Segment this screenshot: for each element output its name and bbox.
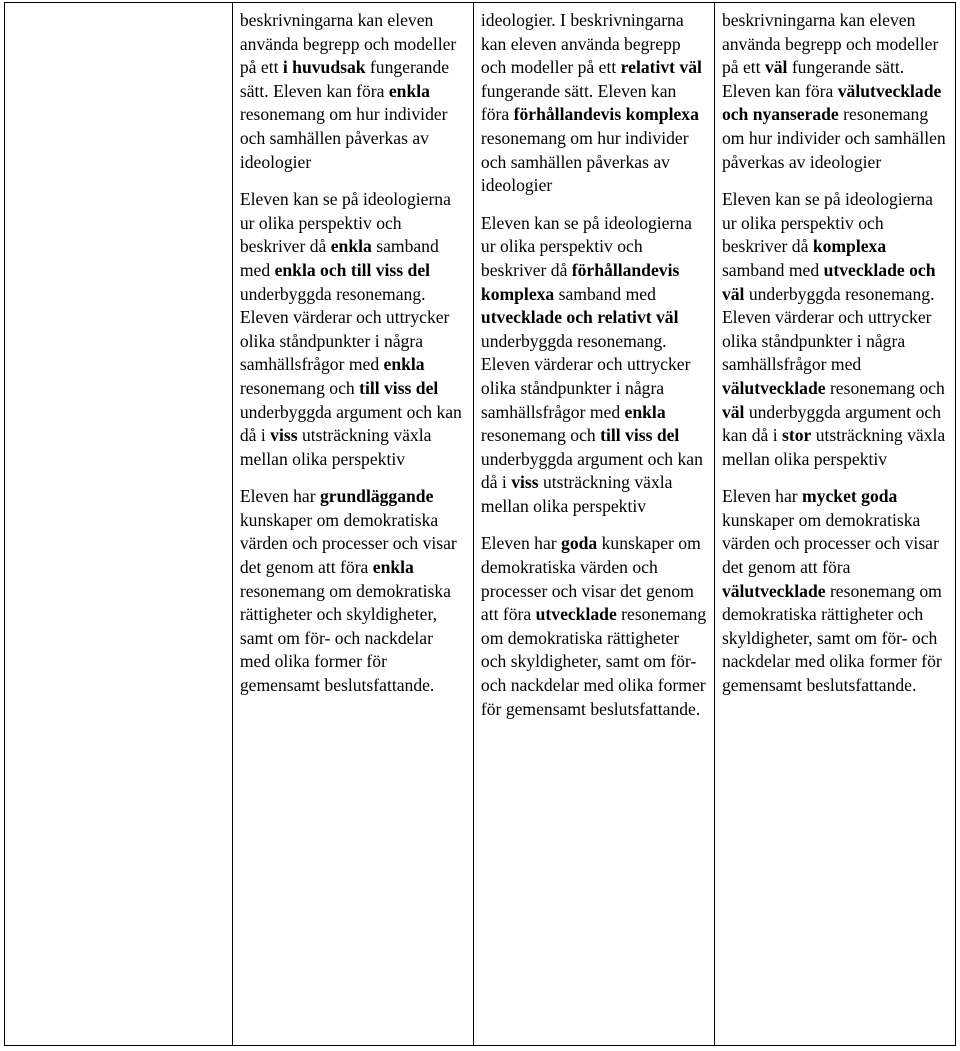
emphasized-text: välutvecklade och nyanserade <box>721 80 942 125</box>
emphasized-text: enkla <box>330 236 372 257</box>
text-run: fungerande sätt. Eleven kan föra <box>721 57 905 101</box>
criteria-paragraph <box>240 485 467 697</box>
emphasized-text: enkla och till viss del <box>274 259 431 280</box>
table-row <box>5 3 956 1046</box>
text-run: resonemang om demokratiska rättigheter och skyldigheter, samt om för- och nackdelar med olika former för gemensamt beslutsfattande. <box>721 580 942 696</box>
text-run: fungerande sätt. Eleven kan föra <box>239 57 450 101</box>
emphasized-text: stor <box>782 425 812 446</box>
text-run: underbyggda resonemang. Eleven värderar och uttrycker olika ståndpunkter i några samhällsfrågor med <box>239 283 450 375</box>
emphasized-text: i huvudsak <box>282 57 366 78</box>
text-run: resonemang om hur individer och samhällen påverkas av ideologier <box>721 104 946 172</box>
criteria-paragraph <box>481 532 708 721</box>
table-cell-grade-c <box>473 3 714 1046</box>
text-run: resonemang om demokratiska rättigheter och skyldigheter, samt om för- och nackdelar med olika former för gemensamt beslutsfattande. <box>239 580 451 696</box>
criteria-paragraph <box>722 485 949 697</box>
emphasized-text: till viss del <box>600 425 680 446</box>
criteria-paragraph <box>240 188 467 471</box>
text-run: utsträckning växla mellan olika perspektiv <box>239 425 432 469</box>
emphasized-text: välutvecklade <box>721 580 826 601</box>
text-run: resonemang och <box>825 377 945 398</box>
criteria-paragraph <box>722 188 949 471</box>
text-run: underbyggda argument och kan då i <box>721 401 941 446</box>
emphasized-text: förhållandevis komplexa <box>480 259 680 304</box>
text-run: samband med <box>721 259 824 280</box>
criteria-paragraph <box>722 9 949 174</box>
text-run: samband med <box>554 283 656 304</box>
emphasized-text: viss <box>511 472 539 493</box>
table-cell-empty <box>5 3 233 1046</box>
criteria-paragraph <box>481 212 708 519</box>
criteria-paragraph <box>481 9 708 198</box>
emphasized-text: enkla <box>372 557 414 578</box>
emphasized-text: viss <box>270 425 298 446</box>
text-run: kunskaper om demokratiska värden och processer och visar det genom att föra <box>239 509 457 578</box>
emphasized-text: enkla <box>624 401 666 422</box>
text-run: Eleven kan se på ideologierna ur olika perspektiv och beskriver då <box>239 189 451 257</box>
grading-criteria-table <box>4 2 956 1046</box>
text-run: resonemang och <box>480 425 601 446</box>
text-run: underbyggda argument och kan då i <box>480 448 703 493</box>
emphasized-text: enkla <box>383 354 425 375</box>
text-run: underbyggda argument och kan då i <box>239 401 462 446</box>
text-run: Eleven har <box>239 486 320 507</box>
text-run: ideologier. I beskrivningarna kan eleven använda begrepp och modeller på ett <box>480 10 684 78</box>
criteria-paragraph <box>240 9 467 174</box>
text-run: kunskaper om demokratiska värden och processer och visar det genom att föra <box>480 533 701 625</box>
emphasized-text: enkla <box>388 80 430 101</box>
emphasized-text: goda <box>561 533 598 554</box>
text-run: beskrivningarna kan eleven använda begrepp och modeller på ett <box>239 10 457 78</box>
text-run: utsträckning växla mellan olika perspektiv <box>480 472 673 516</box>
text-run: utsträckning växla mellan olika perspektiv <box>721 425 946 469</box>
emphasized-text: väl <box>721 401 745 422</box>
text-run: underbyggda resonemang. Eleven värderar och uttrycker olika ståndpunkter i några samhällsfrågor med <box>721 283 935 375</box>
table-cell-grade-e <box>232 3 473 1046</box>
emphasized-text: utvecklade och relativt väl <box>480 307 679 328</box>
text-run: fungerande sätt. Eleven kan föra <box>480 80 677 125</box>
text-run: resonemang om demokratiska rättigheter och skyldigheter, samt om för- och nackdelar med olika former för gemensamt beslutsfattande. <box>480 604 707 719</box>
emphasized-text: välutvecklade <box>721 377 826 398</box>
emphasized-text: mycket goda <box>802 486 898 507</box>
table-cell-grade-a <box>714 3 955 1046</box>
emphasized-text: utvecklade och väl <box>721 259 936 304</box>
text-run: Eleven har <box>480 533 562 554</box>
text-run: Eleven kan se på ideologierna ur olika perspektiv och beskriver då <box>480 212 692 280</box>
emphasized-text: relativt väl <box>620 57 702 78</box>
text-run: samband med <box>239 236 439 280</box>
emphasized-text: komplexa <box>812 236 887 257</box>
text-run: Eleven kan se på ideologierna ur olika perspektiv och beskriver då <box>721 189 933 257</box>
emphasized-text: utvecklade <box>535 604 617 625</box>
text-run: resonemang om hur individer och samhällen påverkas av ideologier <box>239 104 448 172</box>
text-run: beskrivningarna kan eleven använda begrepp och modeller på ett <box>721 10 939 78</box>
emphasized-text: till viss del <box>359 377 439 398</box>
emphasized-text: grundläggande <box>319 486 434 507</box>
text-run: kunskaper om demokratiska värden och processer och visar det genom att föra <box>721 509 939 578</box>
text-run: Eleven har <box>721 486 803 507</box>
emphasized-text: förhållandevis komplexa <box>513 104 699 125</box>
text-run: resonemang om hur individer och samhällen påverkas av ideologier <box>480 127 689 196</box>
text-run: underbyggda resonemang. Eleven värderar och uttrycker olika ståndpunkter i några samhällsfrågor med <box>480 330 691 422</box>
text-run: resonemang och <box>239 377 360 398</box>
emphasized-text: väl <box>764 57 788 78</box>
